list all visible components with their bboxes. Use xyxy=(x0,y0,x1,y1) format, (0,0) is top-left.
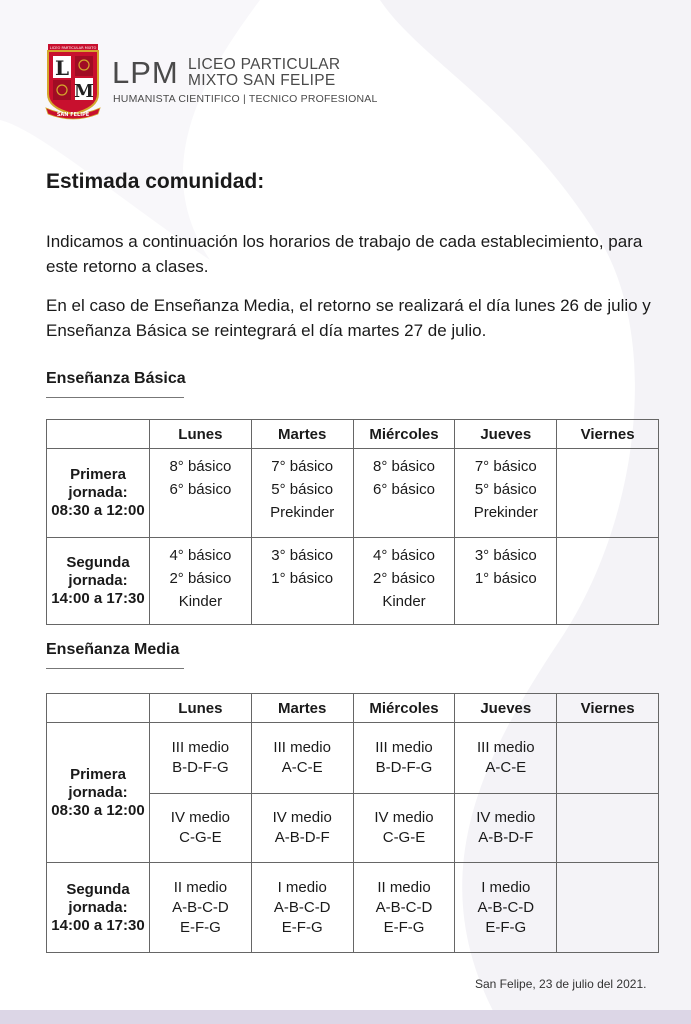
course-label: III medio xyxy=(477,739,535,756)
brand-name-line1: LICEO PARTICULAR xyxy=(188,56,341,73)
schedule-cell xyxy=(150,538,252,625)
jornada-label xyxy=(47,449,150,538)
course-sections: A-C-E xyxy=(281,759,323,776)
course-label: 1° básico xyxy=(271,570,334,587)
basica-section-title: Enseñanza Básica xyxy=(46,370,186,387)
basica-day-header: Lunes xyxy=(150,420,252,449)
schedule-cell xyxy=(251,794,353,863)
media-row-segunda xyxy=(47,863,659,953)
brand-name-line2: MIXTO SAN FELIPE xyxy=(188,72,336,89)
course-sections: A-C-E xyxy=(485,759,527,776)
media-day-header: Viernes xyxy=(557,694,659,723)
basica-title-underline xyxy=(46,397,184,398)
media-day-header: Martes xyxy=(251,694,353,723)
course-label: IV medio xyxy=(272,809,332,826)
schedule-cell xyxy=(455,538,557,625)
course-sections: A-B-D-F xyxy=(478,829,534,846)
course-label: III medio xyxy=(171,739,230,756)
crest-letter-m: M xyxy=(74,81,94,102)
brand-tagline: HUMANISTA CIENTIFICO | TECNICO PROFESIONAL xyxy=(113,93,378,105)
schedule-cell xyxy=(353,794,455,863)
basica-day-header: Martes xyxy=(251,420,353,449)
jornada-time: 08:30 a 12:00 xyxy=(51,801,145,819)
course-label: 1° básico xyxy=(474,570,537,587)
course-sections: A-B-C-D xyxy=(172,898,229,916)
course-label: Kinder xyxy=(178,593,223,610)
course-label: 5° básico xyxy=(271,481,334,498)
media-row-primera-a xyxy=(47,723,659,794)
schedule-cell xyxy=(455,723,557,794)
jornada-name: Segunda jornada: xyxy=(66,554,130,589)
media-day-header: Miércoles xyxy=(353,694,455,723)
schedule-cell xyxy=(353,863,455,953)
basica-day-header: Jueves xyxy=(455,420,557,449)
basica-header-row xyxy=(47,420,659,449)
course-sections: B-D-F-G xyxy=(172,759,229,776)
crest-banner-text: SAN FELIPE xyxy=(56,112,90,118)
course-label: 3° básico xyxy=(271,547,334,564)
media-day-header: Lunes xyxy=(150,694,252,723)
course-label: Kinder xyxy=(382,593,426,610)
course-label: 8° básico xyxy=(373,458,435,475)
jornada-name: Primera jornada: xyxy=(68,466,128,501)
brand-lpm: LPM xyxy=(112,55,179,90)
course-sections: A-B-C-D xyxy=(375,898,433,916)
media-title-underline xyxy=(46,668,184,669)
course-sections: B-D-F-G xyxy=(375,759,433,776)
schedule-cell xyxy=(150,863,252,953)
basica-header-corner xyxy=(47,420,150,449)
course-label: 2° básico xyxy=(373,570,435,587)
schedule-cell xyxy=(150,723,252,794)
crest-letter-l: L xyxy=(54,56,70,80)
course-label: IV medio xyxy=(476,809,536,826)
schedule-cell xyxy=(251,863,353,953)
course-label: IV medio xyxy=(170,809,230,826)
basica-day-header: Viernes xyxy=(557,420,659,449)
course-label: III medio xyxy=(375,739,433,756)
intro-paragraph: Indicamos a continuación los horarios de trabajo de cada establecimiento, para este retorno a clases. xyxy=(46,232,643,276)
course-label: Prekinder xyxy=(473,504,538,521)
course-label: 4° básico xyxy=(373,547,435,564)
schedule-cell-empty xyxy=(557,723,659,794)
course-label: 6° básico xyxy=(373,481,435,498)
course-label: 8° básico xyxy=(169,458,232,475)
jornada-label xyxy=(47,723,150,863)
schedule-cell xyxy=(353,538,455,625)
schedule-cell xyxy=(251,449,353,538)
course-label: II medio xyxy=(173,878,228,896)
course-sections: C-G-E xyxy=(179,829,222,846)
jornada-name: Primera jornada: xyxy=(68,765,128,801)
course-sections: E-F-G xyxy=(179,918,221,936)
schedule-cell xyxy=(251,723,353,794)
jornada-label xyxy=(47,863,150,953)
course-label: 2° básico xyxy=(169,570,232,587)
course-sections: E-F-G xyxy=(383,918,425,936)
course-label: Prekinder xyxy=(270,504,335,521)
course-label: 3° básico xyxy=(474,547,537,564)
jornada-time: 14:00 a 17:30 xyxy=(51,590,145,607)
footer-date: San Felipe, 23 de julio del 2021. xyxy=(475,977,647,991)
schedule-cell xyxy=(353,449,455,538)
course-label: I medio xyxy=(481,878,531,896)
bottom-bar xyxy=(0,1010,691,1024)
brand-name xyxy=(188,57,340,89)
schedule-cell xyxy=(455,863,557,953)
schedule-cell-empty xyxy=(557,863,659,953)
course-label: 4° básico xyxy=(169,547,232,564)
course-label: 5° básico xyxy=(474,481,537,498)
schedule-cell xyxy=(150,449,252,538)
basica-row-primera xyxy=(47,449,659,538)
basica-schedule-table xyxy=(46,419,659,625)
school-crest-logo xyxy=(44,42,102,120)
course-sections: E-F-G xyxy=(281,918,323,936)
media-header-row xyxy=(47,694,659,723)
course-label: 6° básico xyxy=(169,481,232,498)
course-sections: A-B-D-F xyxy=(274,829,330,846)
return-dates-paragraph: En el caso de Enseñanza Media, el retorno se realizará el día lunes 26 de julio y Enseñanza Básica se reintegrará el día martes 27 de julio. xyxy=(46,296,651,340)
jornada-time: 08:30 a 12:00 xyxy=(51,502,145,519)
jornada-label xyxy=(47,538,150,625)
schedule-cell-empty xyxy=(557,449,659,538)
jornada-name: Segunda jornada: xyxy=(66,880,130,916)
media-header-corner xyxy=(47,694,150,723)
course-sections: C-G-E xyxy=(382,829,426,846)
course-sections: A-B-C-D xyxy=(273,898,331,916)
schedule-cell xyxy=(455,449,557,538)
schedule-cell xyxy=(150,794,252,863)
greeting: Estimada comunidad: xyxy=(46,170,265,193)
crest-top-text: LICEO PARTICULAR MIXTO xyxy=(49,46,97,50)
course-sections: A-B-C-D xyxy=(477,898,535,916)
schedule-cell xyxy=(353,723,455,794)
course-label: IV medio xyxy=(374,809,434,826)
media-schedule-table xyxy=(46,693,659,953)
schedule-cell xyxy=(251,538,353,625)
course-label: III medio xyxy=(273,739,331,756)
course-label: II medio xyxy=(377,878,431,896)
course-label: 7° básico xyxy=(474,458,537,475)
media-section-title: Enseñanza Media xyxy=(46,641,180,658)
jornada-time: 14:00 a 17:30 xyxy=(51,916,145,934)
basica-day-header: Miércoles xyxy=(353,420,455,449)
schedule-cell-empty xyxy=(557,794,659,863)
course-label: 7° básico xyxy=(271,458,334,475)
schedule-cell xyxy=(455,794,557,863)
media-day-header: Jueves xyxy=(455,694,557,723)
basica-row-segunda xyxy=(47,538,659,625)
course-sections: E-F-G xyxy=(485,918,527,936)
schedule-cell-empty xyxy=(557,538,659,625)
course-label: I medio xyxy=(277,878,327,896)
